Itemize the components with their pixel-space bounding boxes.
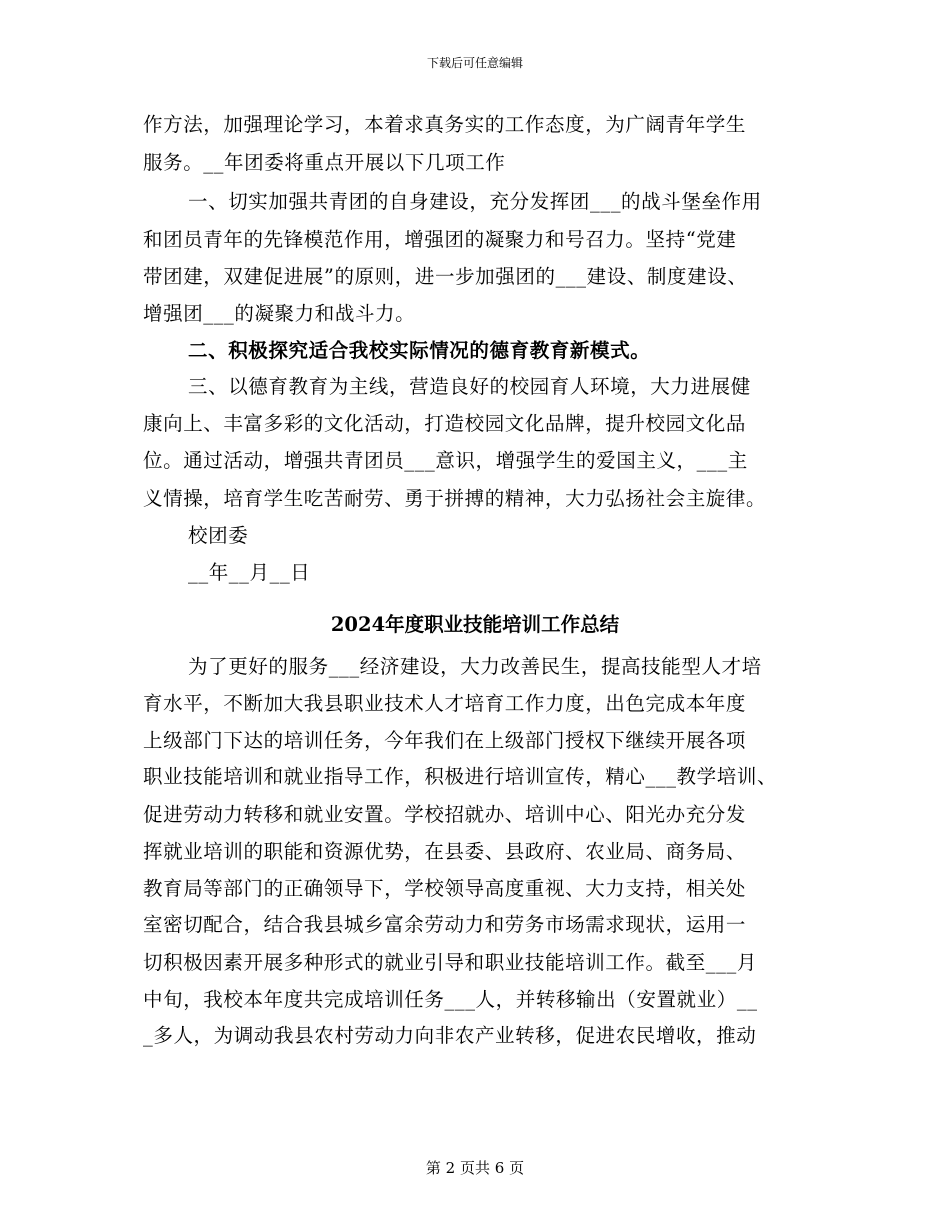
- signature-org: 校团委: [188, 524, 249, 547]
- paragraph-line: 为了更好的服务___经济建设，大力改善民生，提高技能型人才培: [188, 655, 762, 678]
- document-title: 2024年度职业技能培训工作总结: [330, 613, 620, 636]
- paragraph-line: 和团员青年的先锋模范作用，增强团的凝聚力和号召力。坚持“党建: [143, 228, 737, 251]
- section-heading: 二、积极探究适合我校实际情况的德育教育新模式。: [188, 339, 651, 362]
- paragraph-line: 上级部门下达的培训任务，今年我们在上级部门授权下继续开展各项: [143, 729, 747, 752]
- signature-date: __年__月__日: [188, 561, 311, 584]
- paragraph-line: 服务。__年团委将重点开展以下几项工作: [143, 151, 506, 174]
- paragraph-line: 康向上、丰富多彩的文化活动，打造校园文化品牌，提升校园文化品: [143, 412, 747, 435]
- paragraph-line: 增强团___的凝聚力和战斗力。: [143, 302, 416, 325]
- paragraph-line: 切积极因素开展多种形式的就业引导和职业技能培训工作。截至___月: [143, 951, 757, 974]
- paragraph-line: 带团建，双建促进展”的原则，进一步加强团的___建设、制度建设、: [143, 265, 748, 288]
- page-footer: 第 2 页共 6 页: [425, 1159, 525, 1177]
- paragraph-line: 挥就业培训的职能和资源优势，在县委、县政府、农业局、商务局、: [143, 840, 747, 863]
- paragraph-line: 促进劳动力转移和就业安置。学校招就办、培训中心、阳光办充分发: [143, 803, 747, 826]
- paragraph-line: 中旬，我校本年度共完成培训任务___人，并转移输出（安置就业）__: [143, 988, 758, 1011]
- paragraph-line: 义情操，培育学生吃苦耐劳、勇于拼搏的精神，大力弘扬社会主旋律。: [143, 487, 767, 510]
- paragraph-line: 作方法，加强理论学习，本着求真务实的工作态度，为广阔青年学生: [143, 113, 747, 136]
- page-header: 下载后可任意编辑: [426, 56, 523, 70]
- paragraph-line: 职业技能培训和就业指导工作，积极进行培训宣传，精心___教学培训、: [143, 765, 778, 788]
- paragraph-line: _多人，为调动我县农村劳动力向非农产业转移，促进农民增收，推动: [143, 1024, 757, 1047]
- paragraph-line: 室密切配合，结合我县城乡富余劳动力和劳务市场需求现状，运用一: [143, 913, 747, 936]
- paragraph-line: 位。通过活动，增强共青团员___意识，增强学生的爱国主义，___主: [143, 449, 748, 472]
- paragraph-line: 育水平，不断加大我县职业技术人才培育工作力度，出色完成本年度: [143, 692, 747, 715]
- paragraph-line: 教育局等部门的正确领导下，学校领导高度重视、大力支持，相关处: [143, 877, 747, 900]
- paragraph-line: 三、以德育教育为主线，营造良好的校园育人环境，大力进展健: [188, 375, 751, 398]
- paragraph-line: 一、切实加强共青团的自身建设，充分发挥团___的战斗堡垒作用: [188, 190, 762, 213]
